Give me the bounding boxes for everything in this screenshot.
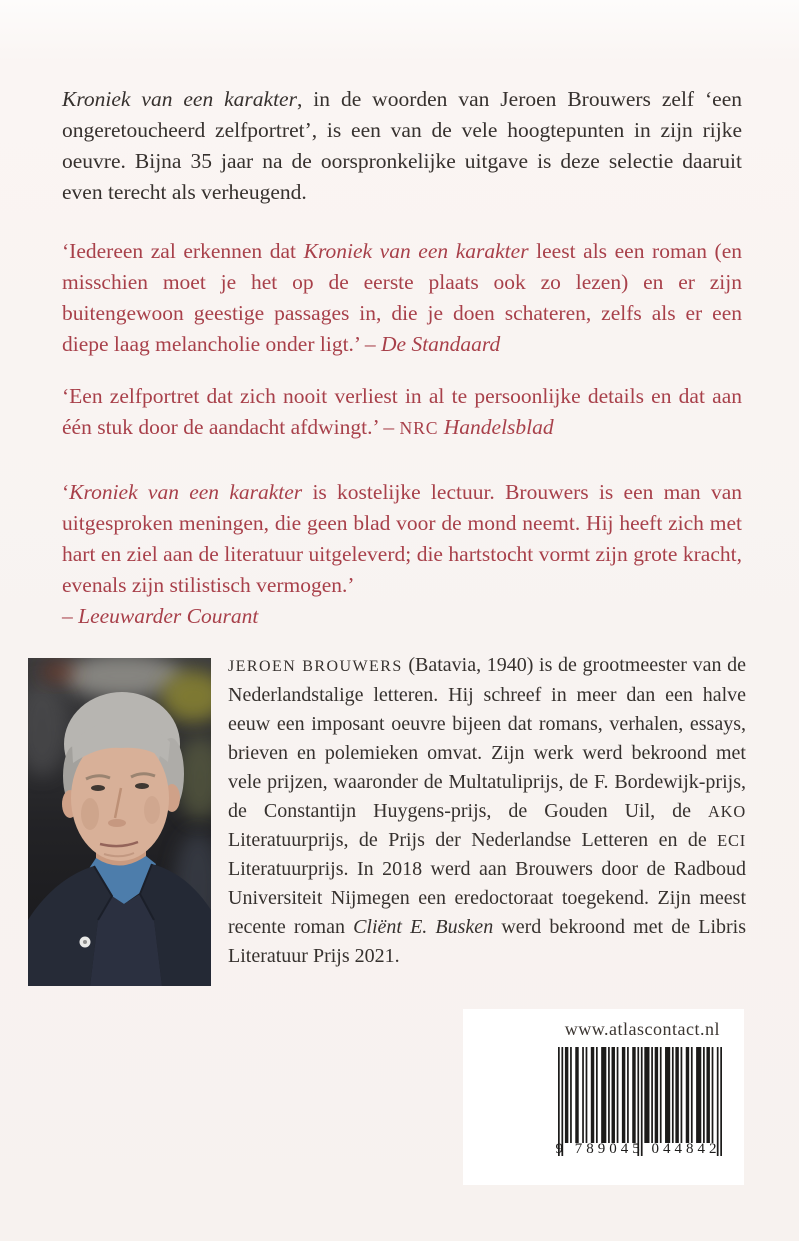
intro-paragraph [62,84,742,208]
bio-text: Literatuurprijs, de Prijs der Nederlandse Letteren en de [228,829,718,851]
book-title-italic: Cliënt E. Busken [353,916,494,938]
eci-smallcaps: ECI [717,831,746,850]
quote-source: Handelsblad [438,415,554,439]
quote-nrc-handelsblad [62,381,742,444]
quote-text: is kostelijke lectuur. Brouwers is een man van uitgesproken meningen, die geen blad voor de mond neemt. Hij heeft zich met hart en ziel aan de literatuur uitgeleverd; die hartstocht vormt zijn grote kracht, evenals zijn stilistisch vermogen.’ [62,480,742,597]
quote-source: Leeuwarder Courant [78,604,259,628]
publisher-website: www.atlascontact.nl [564,1019,720,1039]
bio-text: (Batavia, 1940) is de grootmeester van de Nederlandstalige letteren. Hij schreef in meer dan een halve eeuw een imposant oeuvre bijeen dat romans, verhalen, essays, brieven en polemieken omvat. Zijn werk werd bekroond met vele prijzen, waaronder de Multatuliprijs, de F. Bordewijk-prijs, de Constantijn Huygens-prijs, de Gouden Uil, de [228,654,746,822]
attribution-dash: – [62,604,79,628]
ako-smallcaps: AKO [708,802,746,821]
author-photo [28,658,211,986]
isbn-number: 9 789045 044842 [555,1141,721,1157]
quote-source: De Standaard [381,332,501,356]
quote-de-standaard [62,236,742,360]
author-name-smallcaps: JEROEN BROUWERS [228,658,403,675]
book-title-italic: Kroniek van een karakter [303,239,529,263]
bio-text: werd bekroond met de Libris Literatuur Prijs 2021. [228,916,746,967]
quote-text: leest als een roman (en misschien moet je het op de eerste plaats ook zo lezen) en er zijn buitengewoon geestige passages in, die je doen schateren, zelfs als er een diepe laag melancholie onder ligt.’ – [62,239,743,356]
quote-text: ‘Iedereen zal erkennen dat [62,239,304,263]
bio-text: Literatuurprijs. In 2018 werd aan Brouwers door de Radboud Universiteit Nijmegen een eredoctoraat toegekend. Zijn meest recente roman [228,858,746,938]
quote-leeuwarder-courant [62,477,742,632]
intro-text: , in de woorden van Jeroen Brouwers zelf ‘een ongeretoucheerd zelfportret’, is een van de vele hoogtepunten in zijn rijke oeuvre. Bijna 35 jaar na de oorspronkelijke uitgave is deze selectie daaruit even terecht als verheugend. [62,87,743,204]
barcode-panel [463,1009,744,1185]
author-portrait-illustration [28,658,211,986]
book-title-italic: Kroniek van een karakter [69,480,303,504]
book-title-italic: Kroniek van een karakter [62,87,297,111]
quote-source-smallcaps: NRC [399,418,439,438]
quote-text: ‘Een zelfportret dat zich nooit verliest in al te persoonlijke details en dat aan één stuk door de aandacht afdwingt.’ – [62,384,742,439]
author-bio [228,651,746,971]
quote-text: ‘ [62,480,70,504]
quote-attribution [62,601,742,632]
